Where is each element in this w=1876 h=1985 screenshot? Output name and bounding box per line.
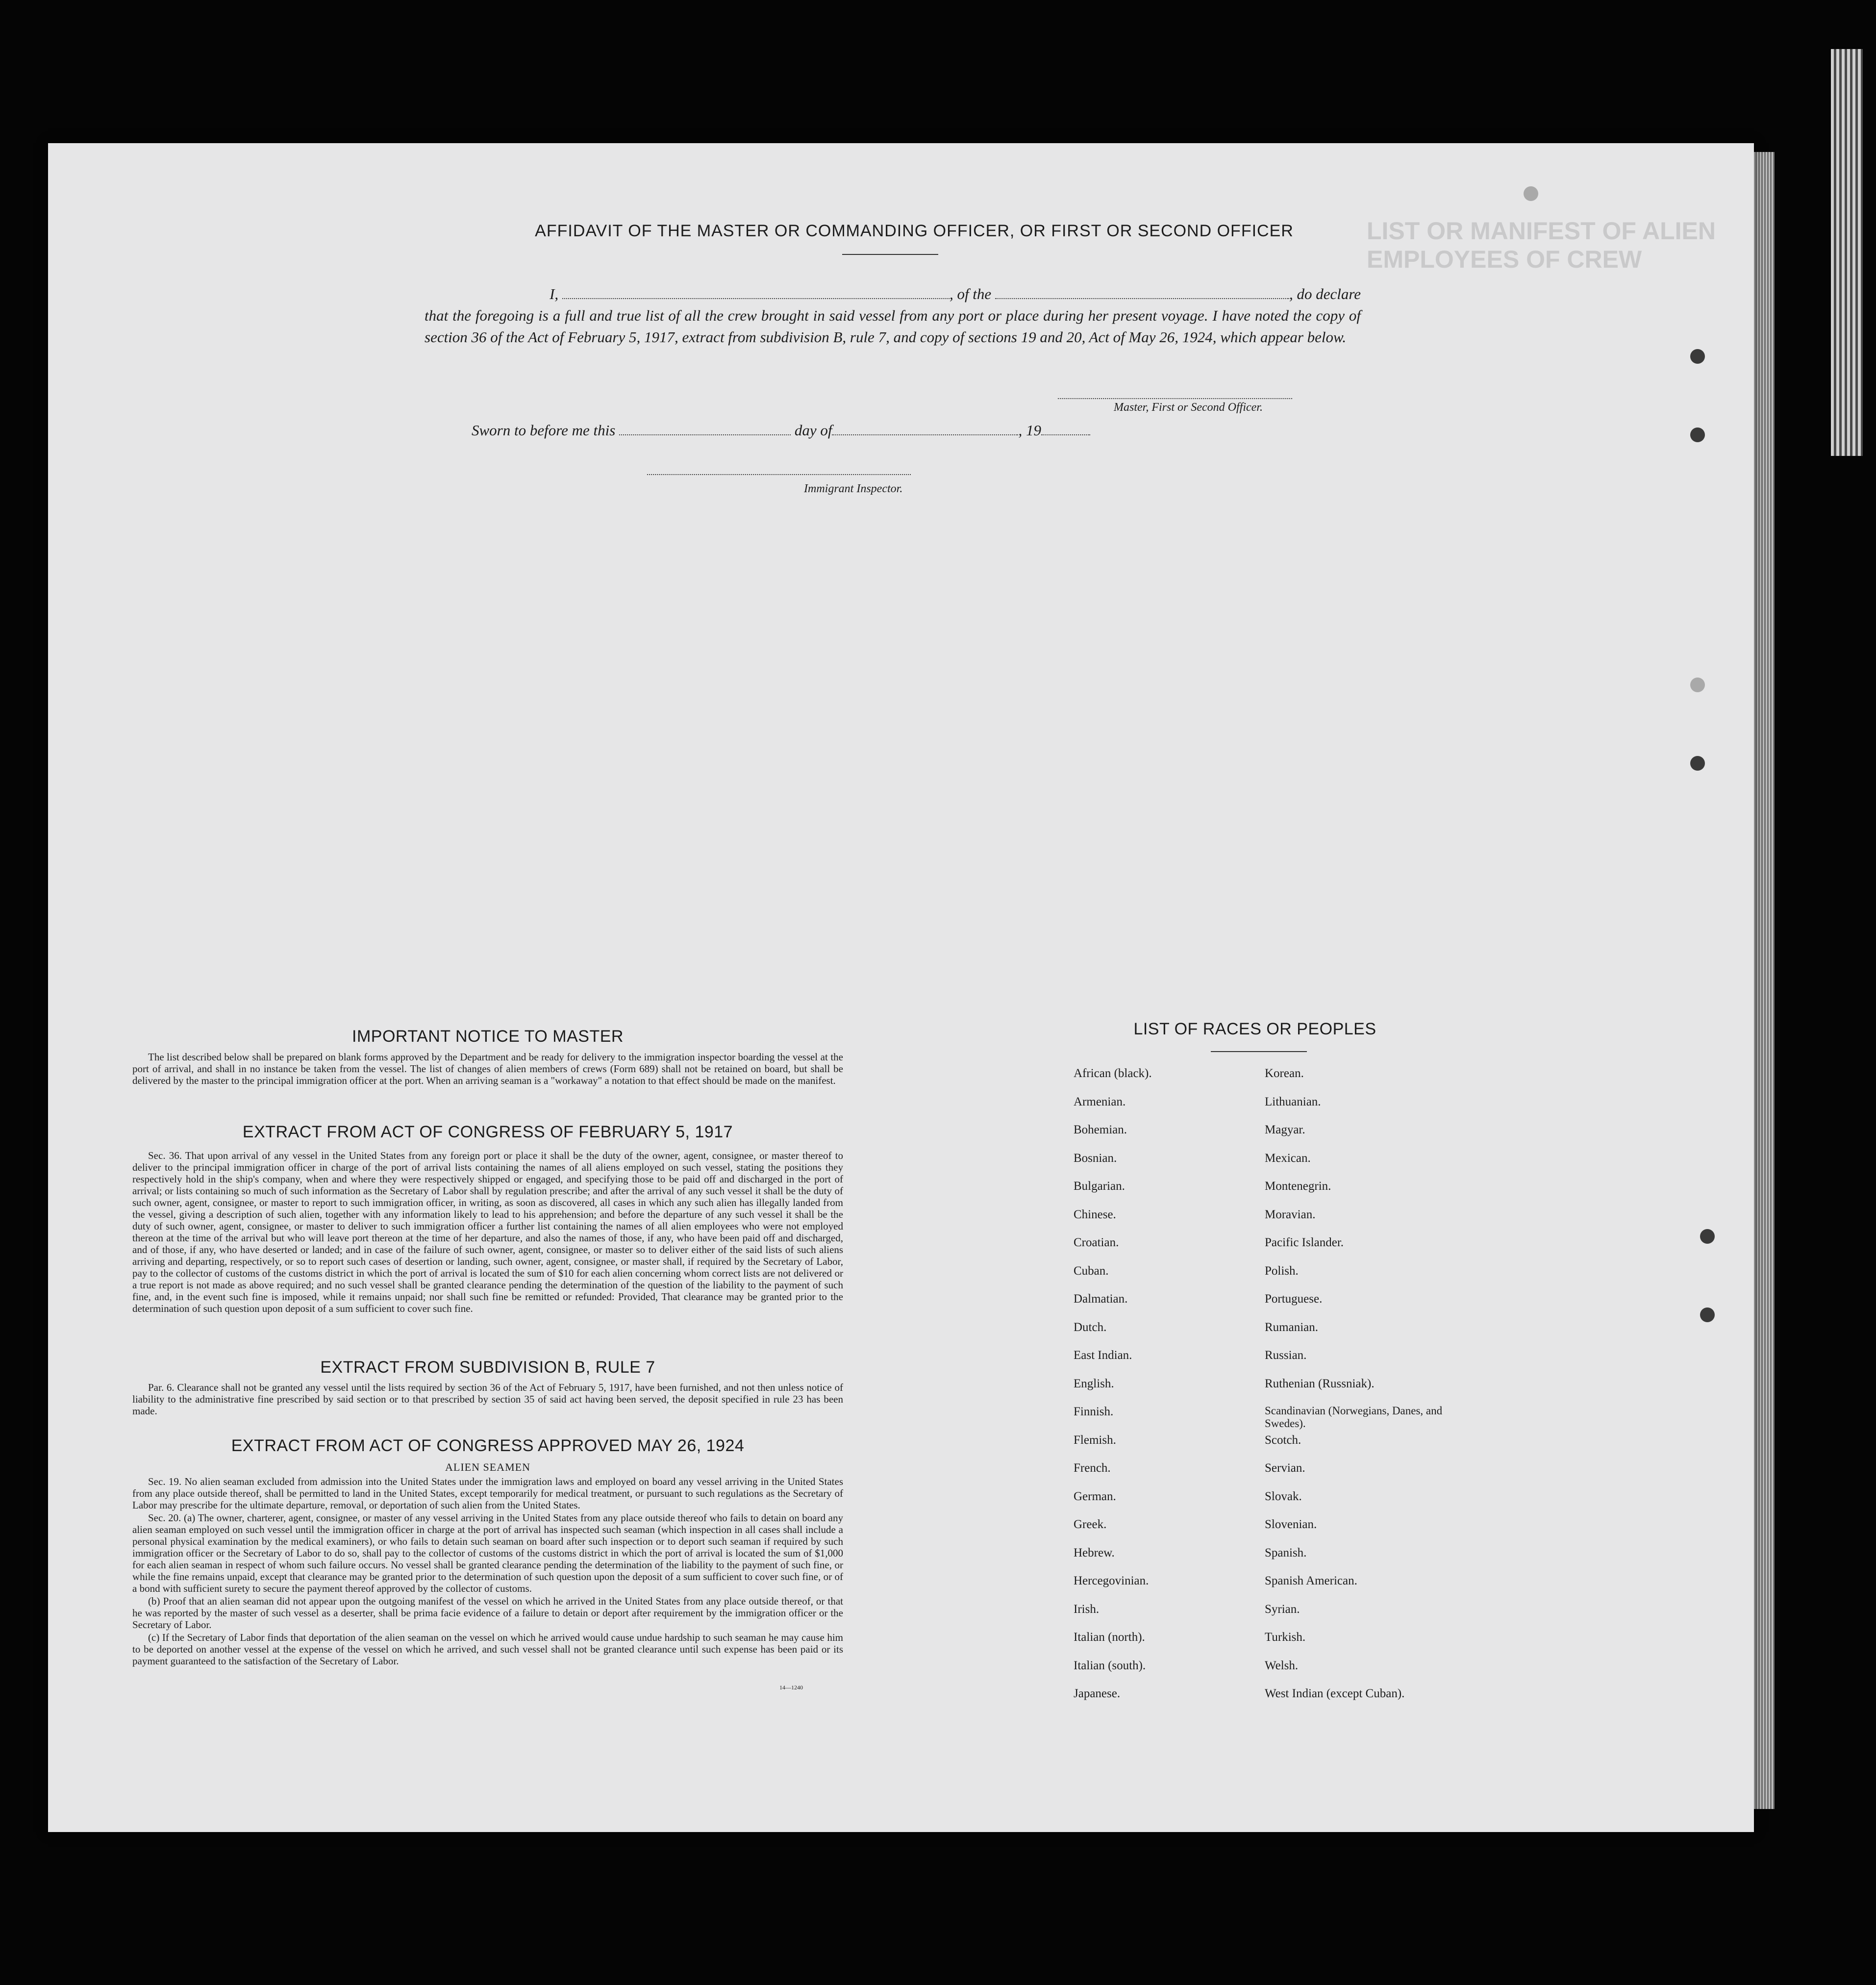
extract-1924-title: EXTRACT FROM ACT OF CONGRESS APPROVED MAY 26, 1924 — [231, 1436, 745, 1455]
affidavit-text-block — [425, 283, 1361, 348]
sworn-year-blank — [1041, 424, 1090, 435]
race-item: Chinese. — [1074, 1207, 1116, 1221]
bleed-through-heading: LIST OR MANIFEST OF ALIEN EMPLOYEES OF CREW — [1367, 217, 1716, 273]
affidavit-title: AFFIDAVIT OF THE MASTER OR COMMANDING OFFICER, OR FIRST OR SECOND OFFICER — [535, 222, 1294, 240]
sworn-line — [472, 422, 1090, 439]
paragraph-6: Par. 6. Clearance shall not be granted any vessel until the lists required by section 36 of the Act of February 5, 1917, have been furnished, and not then unless notice of liability to the administrative fine prescribed by said section or to that prescribed by section 35 of said act having been served, the deposit specified in rule 23 has been made. — [132, 1382, 843, 1417]
race-item: Irish. — [1074, 1602, 1100, 1616]
extract-1917-text — [132, 1150, 843, 1315]
punch-hole — [1690, 349, 1705, 364]
race-item: Bulgarian. — [1074, 1180, 1125, 1193]
race-item: Russian. — [1265, 1349, 1307, 1362]
punch-hole — [1700, 1229, 1715, 1244]
sworn-year-label: , 19 — [1018, 422, 1041, 439]
notice-text — [132, 1051, 843, 1087]
affidavit-declare: , do declare — [1289, 285, 1361, 302]
race-item: Italian (south). — [1074, 1658, 1146, 1672]
sworn-day-label: day of — [794, 422, 832, 439]
race-item: Montenegrin. — [1265, 1180, 1331, 1193]
race-item: Croatian. — [1074, 1236, 1119, 1249]
race-item: Bohemian. — [1074, 1123, 1127, 1136]
race-item: Magyar. — [1265, 1123, 1305, 1136]
inspector-signature-line — [647, 474, 911, 475]
signature-label: Master, First or Second Officer. — [1114, 401, 1263, 414]
sworn-date-blank — [619, 424, 791, 435]
notice-paragraph: The list described below shall be prepared on blank forms approved by the Department and be ready for delivery to the immigration inspector boarding the vessel at the port of arrival, and shall in no instance be taken from the vessel. The list of changes of alien members of crews (Form 689) shall not be retained on board, but shall be delivered by the master to the principal immigration officer at the port. When an arriving seaman is a "workaway" a notation to that effect should be made on the manifest. — [132, 1051, 843, 1086]
affidavit-of-the: , of the — [949, 285, 992, 302]
name-blank — [562, 287, 950, 299]
race-item: Greek. — [1074, 1518, 1107, 1531]
race-item: Polish. — [1265, 1264, 1299, 1278]
race-item: Finnish. — [1074, 1405, 1114, 1418]
race-item: Spanish. — [1265, 1546, 1307, 1559]
race-item: Scotch. — [1265, 1433, 1301, 1447]
form-number: 14—1240 — [779, 1684, 803, 1691]
punch-hole — [1524, 186, 1538, 201]
race-item: Scandinavian (Norwegians, Danes, and Swedes). — [1265, 1405, 1443, 1430]
sworn-prefix: Sworn to before me this — [472, 422, 616, 439]
race-item: Portuguese. — [1265, 1292, 1323, 1306]
race-item: Armenian. — [1074, 1095, 1126, 1108]
race-item: Spanish American. — [1265, 1574, 1357, 1587]
section-20b-paragraph: (b) Proof that an alien seaman did not appear upon the outgoing manifest of the vessel on which he arrived in the United States from any place outside thereof, or that he was reported by the master of such vessel as a deserter, shall be prima facie evidence of a failure to detain or deport after requirement by the immigration officer or the Secretary of Labor. — [132, 1595, 843, 1631]
race-item: German. — [1074, 1489, 1116, 1503]
race-item: Pacific Islander. — [1265, 1236, 1344, 1249]
title-underline — [842, 254, 938, 255]
section-19-paragraph: Sec. 19. No alien seaman excluded from admission into the United States under the immigration laws and employed on board any vessel arriving in the United States from any place outside thereof, shall be permitted to land in the United States, except temporarily for medical treatment, or pursuant to such regulations as the Secretary of Labor may prescribe for the ultimate departure, removal, or deportation of such alien from the United States. — [132, 1476, 843, 1511]
punch-hole — [1690, 678, 1705, 692]
affidavit-body: that the foregoing is a full and true list of all the crew brought in said vessel from any port or place during her present voyage. I have noted the copy of section 36 of the Act of February 5, 1917, extract from subdivision B, rule 7, and copy of sections 19 and 20, Act of May 26, 1924, which appear below. — [425, 307, 1361, 346]
extract-rule7-title: EXTRACT FROM SUBDIVISION B, RULE 7 — [320, 1358, 655, 1377]
race-item: Rumanian. — [1265, 1320, 1319, 1334]
punch-hole — [1700, 1307, 1715, 1322]
race-item: Ruthenian (Russniak). — [1265, 1377, 1375, 1390]
punch-hole — [1690, 756, 1705, 771]
sworn-month-blank — [832, 424, 1018, 435]
race-item: African (black). — [1074, 1067, 1152, 1080]
extract-1917-title: EXTRACT FROM ACT OF CONGRESS OF FEBRUARY 5, 1917 — [242, 1123, 733, 1141]
race-item: Japanese. — [1074, 1687, 1121, 1700]
race-item: Syrian. — [1265, 1602, 1300, 1616]
races-title-underline — [1211, 1051, 1307, 1052]
race-item: West Indian (except Cuban). — [1265, 1687, 1405, 1700]
race-item: Slovak. — [1265, 1489, 1302, 1503]
race-item: Turkish. — [1265, 1631, 1306, 1644]
race-item: Lithuanian. — [1265, 1095, 1321, 1108]
section-36-paragraph: Sec. 36. That upon arrival of any vessel in the United States from any foreign port or place it shall be the duty of the owner, agent, consignee, or master thereof to deliver to the principal immigration officer in charge of the port of arrival lists containing the names of all aliens employed on such vessel, stating the positions they respectively hold in the ship's company, when and where they were respectively shipped or engaged, and specifying those to be paid off and discharged in the port of arrival; or lists containing so much of such information as the Secretary of Labor shall by regulation prescribe; and after the arrival of any such vessel it shall be the duty of such owner, agent, consignee, or master to report to such immigration officer, in writing, as soon as discovered, all cases in which any such alien has illegally landed from the vessel, giving a description of such alien, together with any information likely to lead to his apprehension; and before the departure of any such vessel it shall be the duty of such owner, agent, consignee, or master to deliver to such immigration officer a further list containing the names of all alien employees who were not employed thereon at the time of the arrival but who will leave port thereon at the time of her departure, and also the names of those, if any, who have been paid off and discharged, and of those, if any, who have deserted or landed; and in case of the failure of such owner, agent, consignee, or master so to deliver either of the said lists of such aliens arriving and departing, respectively, or so to report such cases of desertion or landing, such owner, agent, consignee, or master shall, if required by the Secretary of Labor, pay to the collector of customs of the customs district in which the port of arrival is located the sum of $10 for each alien concerning whom correct lists are not delivered or a true report is not made as above required; and no such vessel shall be granted clearance pending the determination of the question of the liability to the payment of such fine, and, in the event such fine is imposed, while it remains unpaid; nor shall such fine be remitted or refunded: Provided, That clearance may be granted prior to the determination of such question upon deposit of a sum sufficient to cover such fine. — [132, 1150, 843, 1314]
extract-rule7-text — [132, 1382, 843, 1418]
section-20c-paragraph: (c) If the Secretary of Labor finds that deportation of the alien seaman on the vessel on which he arrived would cause undue hardship to such seaman he may cause him to be deported on another vessel at the expense of the vessel on which he arrived, and such vessel shall not be granted clearance until such expense has been paid or its payment guaranteed to the satisfaction of the Secretary of Labor. — [132, 1632, 843, 1667]
race-item: Bosnian. — [1074, 1151, 1117, 1165]
race-item: Mexican. — [1265, 1151, 1311, 1165]
races-column-1 — [1074, 1066, 1270, 1715]
race-item: Servian. — [1265, 1461, 1305, 1475]
alien-seamen-subtitle: ALIEN SEAMEN — [445, 1461, 530, 1473]
races-column-2 — [1265, 1066, 1466, 1715]
race-item: Hercegovinian. — [1074, 1574, 1149, 1587]
race-item: Flemish. — [1074, 1433, 1116, 1447]
race-item: Dutch. — [1074, 1320, 1107, 1334]
background-document-edge — [1831, 49, 1863, 456]
race-item: French. — [1074, 1461, 1111, 1475]
race-item: Moravian. — [1265, 1207, 1316, 1221]
section-20a-paragraph: Sec. 20. (a) The owner, charterer, agent, consignee, or master of any vessel arriving in the United States from any place outside thereof who fails to detain on board any alien seaman employed on such vessel until the immigration officer in charge at the port of arrival has inspected such seaman (which inspection in all cases shall include a personal physical examination by the medical examiners), or who fails to detain such seaman on board after such inspection or to deport such seaman if required by such immigration officer or the Secretary of Labor to do so, shall pay to the collector of customs of the customs district in which the port of arrival is located the sum of $1,000 for each alien seaman in respect of whom such failure occurs. No vessel shall be granted clearance pending the determination of the liability to the payment of such fine, or while the fine remains unpaid, except that clearance may be granted prior to the determination of such question upon the deposit of a sum sufficient to cover such fine, or of a bond with sufficient surety to secure the payment thereof approved by the collector of customs. — [132, 1512, 843, 1594]
extract-1924-text — [132, 1476, 843, 1668]
vessel-blank — [995, 287, 1289, 299]
race-item: Slovenian. — [1265, 1518, 1317, 1531]
race-item: Hebrew. — [1074, 1546, 1115, 1559]
affidavit-i: I, — [550, 285, 559, 302]
race-item: Welsh. — [1265, 1658, 1299, 1672]
signature-line — [1058, 398, 1292, 399]
race-item: Italian (north). — [1074, 1631, 1145, 1644]
race-item: English. — [1074, 1377, 1114, 1390]
race-item: Dalmatian. — [1074, 1292, 1128, 1306]
punch-hole — [1690, 427, 1705, 442]
inspector-label: Immigrant Inspector. — [804, 482, 903, 495]
race-item: East Indian. — [1074, 1349, 1132, 1362]
races-title: LIST OF RACES OR PEOPLES — [1133, 1020, 1376, 1038]
race-item: Cuban. — [1074, 1264, 1109, 1278]
race-item: Korean. — [1265, 1067, 1304, 1080]
notice-title: IMPORTANT NOTICE TO MASTER — [352, 1027, 624, 1046]
